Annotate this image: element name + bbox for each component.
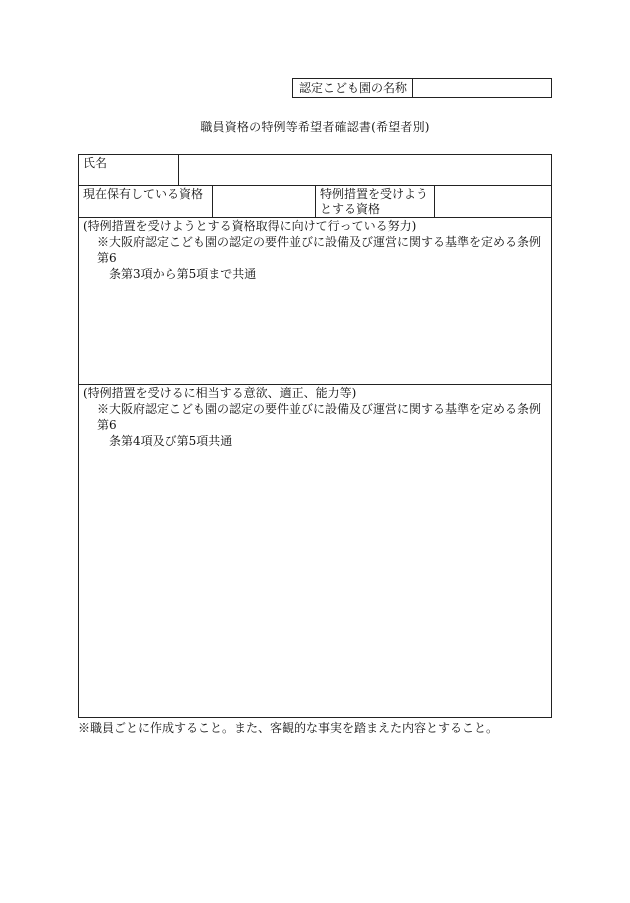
effort-section[interactable] — [79, 218, 551, 385]
ability-note — [97, 401, 549, 449]
nursery-name-label: 認定こども園の名称 — [293, 79, 413, 97]
effort-note-line2: 条第3項から第5項まで共通 — [109, 267, 257, 281]
name-label: 氏名 — [79, 155, 179, 185]
held-qualification-field[interactable] — [213, 186, 316, 217]
effort-heading: (特例措置を受けようとする資格取得に向けて行っている努力) — [83, 219, 417, 233]
nursery-name-box — [292, 78, 552, 98]
special-qualification-field[interactable] — [435, 186, 551, 217]
confirmation-form — [78, 154, 552, 718]
ability-note-line2: 条第4項及び第5項共通 — [109, 434, 233, 448]
qualification-row — [79, 186, 551, 218]
name-row — [79, 155, 551, 186]
nursery-name-field[interactable] — [413, 79, 551, 97]
document-title: 職員資格の特例等希望者確認書(希望者別) — [200, 120, 430, 134]
ability-heading: (特例措置を受けるに相当する意欲、適正、能力等) — [83, 386, 357, 400]
special-qualification-label: 特例措置を受けようとする資格 — [316, 186, 435, 217]
footnote: ※職員ごとに作成すること。また、客観的な事実を踏まえた内容とすること。 — [78, 721, 499, 735]
effort-note-line1: ※大阪府認定こども園の認定の要件並びに設備及び運営に関する基準を定める条例第6 — [97, 235, 542, 265]
effort-note — [97, 234, 549, 282]
ability-note-line1: ※大阪府認定こども園の認定の要件並びに設備及び運営に関する基準を定める条例第6 — [97, 402, 542, 432]
held-qualification-label: 現在保有している資格 — [79, 186, 213, 217]
name-field[interactable] — [179, 155, 551, 185]
ability-section[interactable] — [79, 385, 551, 717]
